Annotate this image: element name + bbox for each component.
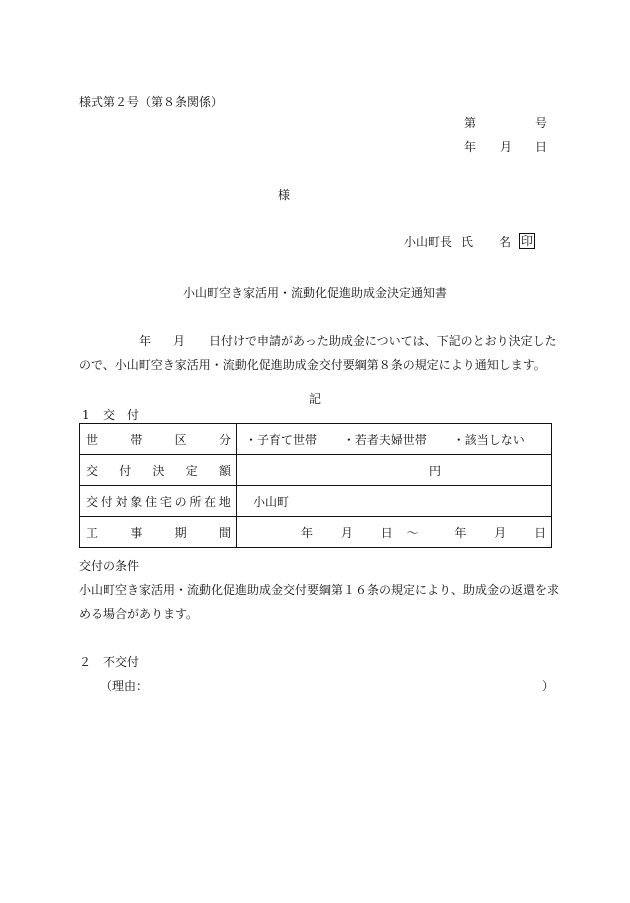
label-cell-household: 世 帯 区 分 [80, 424, 237, 455]
reason-open: （理由： [100, 679, 149, 693]
table-row [80, 455, 552, 486]
body-date-month: 月 [173, 334, 186, 348]
conditions-heading: 交付の条件 [79, 559, 140, 573]
label-cell-period: 工 事 期 間 [80, 517, 237, 548]
body-date-year: 年 [139, 334, 152, 348]
label-cell-address: 交 付 対 象 住 宅 の 所 在 地 [80, 486, 237, 517]
sender-title: 小山町長 [404, 235, 453, 249]
grant-info-table [79, 423, 552, 548]
amount-field[interactable] [237, 455, 552, 486]
seal-label: 印 [521, 234, 534, 248]
sender-name-right: 名 [499, 235, 512, 249]
section2-label: 不交付 [103, 655, 140, 669]
address-field[interactable] [237, 486, 552, 517]
section1-number: 1 [82, 408, 90, 422]
conditions-line1: 小山町空き家活用・流動化促進助成金交付要綱第１６条の規定により、助成金の返還を求 [79, 583, 560, 597]
body-line1: 日付けで申請があった助成金については、下記のとおり決定した [209, 334, 557, 348]
addressee-suffix: 様 [278, 188, 291, 202]
body-line2: ので、小山町空き家活用・流動化促進助成金交付要綱第８条の規定により通知します。 [79, 358, 546, 372]
amount-unit: 円 [429, 463, 442, 478]
option-young-couple[interactable]: ・若者夫婦世帯 [342, 432, 427, 447]
table-row [80, 486, 552, 517]
doc-number-suffix: 号 [535, 116, 548, 130]
ki-heading: 記 [308, 392, 321, 406]
table-row [80, 517, 552, 548]
document-title: 小山町空き家活用・流動化促進助成金決定通知書 [182, 286, 447, 300]
option-child-rearing[interactable]: ・子育て世帯 [245, 432, 318, 447]
doc-number-prefix: 第 [464, 116, 477, 130]
seal-mark [519, 233, 535, 249]
reason-input[interactable] [147, 676, 537, 694]
household-options [237, 424, 552, 455]
sender-name-left: 氏 [461, 235, 474, 249]
address-value: 小山町 [253, 494, 290, 509]
period-separator: ～ [406, 525, 419, 540]
reason-close: ） [542, 679, 555, 693]
section2-number: ２ [79, 655, 92, 669]
construction-period-field[interactable]: 年 月 日 ～ 年 月 日 [237, 517, 552, 548]
option-not-applicable[interactable]: ・該当しない [452, 432, 525, 447]
form-id: 様式第２号（第８条関係） [79, 95, 224, 109]
table-row [80, 424, 552, 455]
label-cell-amount: 交 付 決 定 額 [80, 455, 237, 486]
date-month: 月 [500, 140, 513, 154]
date-day: 日 [535, 140, 548, 154]
conditions-line2: める場合があります。 [79, 607, 199, 621]
section1-label: 交 付 [103, 408, 140, 422]
date-year: 年 [464, 140, 477, 154]
